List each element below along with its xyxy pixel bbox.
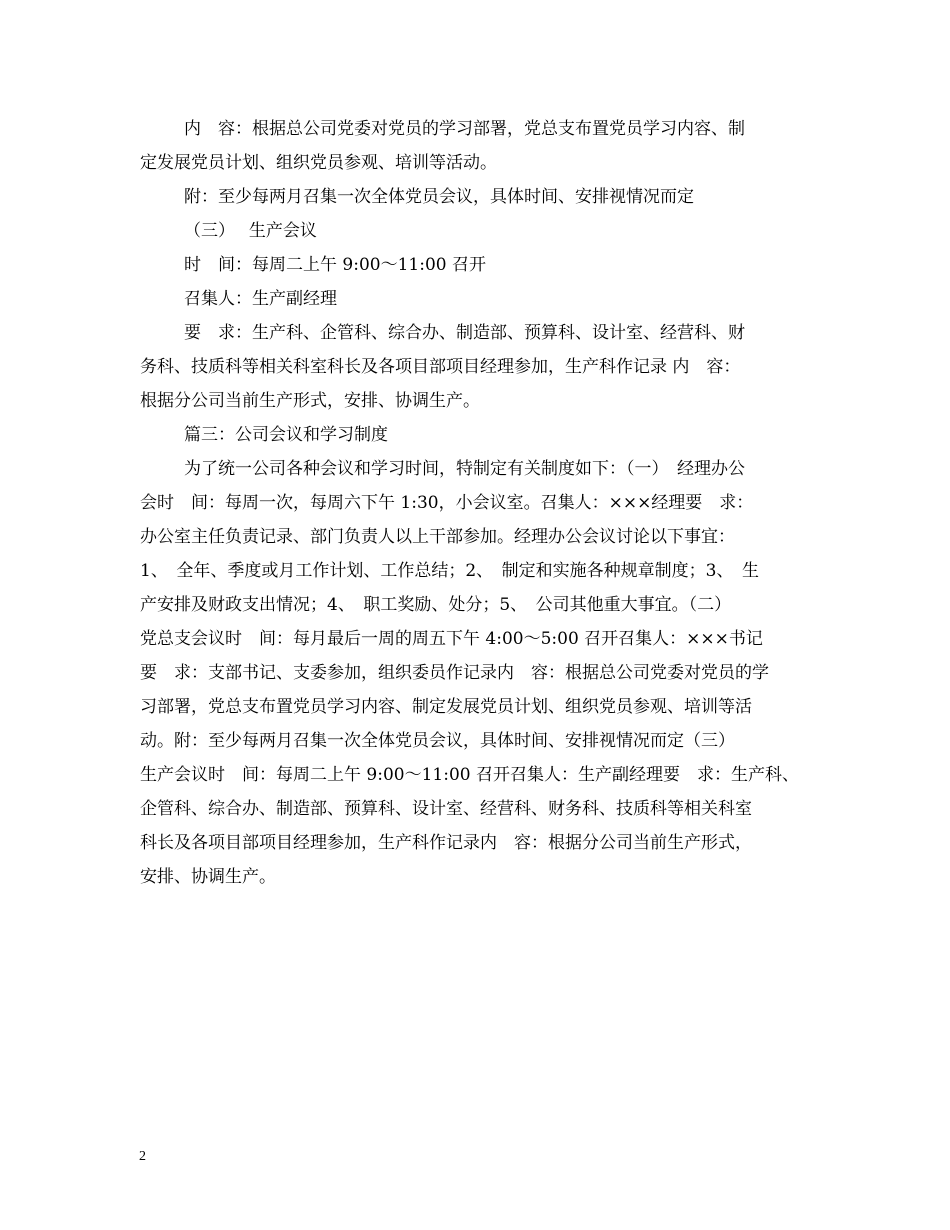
document-body: [140, 112, 840, 894]
text-line: 时 间：每周二上午 9:00～11:00 召开: [184, 255, 486, 275]
text-line: 1、 全年、季度或月工作计划、工作总结；2、 制定和实施各种规章制度；3、 生: [140, 561, 759, 581]
text-line: （三） 生产会议: [184, 221, 317, 241]
text-line: 党总支会议时 间：每月最后一周的周五下午 4:00～5:00 召开召集人：×××书记: [140, 629, 763, 649]
text-line: 定发展党员计划、组织党员参观、培训等活动。: [140, 153, 497, 173]
text-line: 要 求：生产科、企管科、综合办、制造部、预算科、设计室、经营科、财: [184, 323, 745, 343]
text-line: 安排、协调生产。: [140, 867, 276, 887]
text-line: 动。附：至少每两月召集一次全体党员会议，具体时间、安排视情况而定（三）: [140, 731, 735, 751]
text-line: 附：至少每两月召集一次全体党员会议，具体时间、安排视情况而定: [184, 187, 694, 207]
text-line: 篇三：公司会议和学习制度: [184, 425, 388, 445]
text-line: 企管科、综合办、制造部、预算科、设计室、经营科、财务科、技质科等相关科室: [140, 799, 752, 819]
text-line: 为了统一公司各种会议和学习时间，特制定有关制度如下：（一） 经理办公: [184, 459, 745, 479]
text-line: 产安排及财政支出情况；4、 职工奖励、处分；5、 公司其他重大事宜。（二）: [140, 595, 732, 615]
text-line: 根据分公司当前生产形式，安排、协调生产。: [140, 391, 480, 411]
text-line: 办公室主任负责记录、部门负责人以上干部参加。经理办公会议讨论以下事宜：: [140, 527, 735, 547]
text-line: 科长及各项目部项目经理参加，生产科作记录内 容：根据分公司当前生产形式，: [140, 833, 752, 853]
text-line: 会时 间：每周一次，每周六下午 1:30，小会议室。召集人：×××经理要 求：: [140, 493, 754, 513]
text-line: 内 容：根据总公司党委对党员的学习部署，党总支布置党员学习内容、制: [184, 119, 745, 139]
text-line: 要 求：支部书记、支委参加，组织委员作记录内 容：根据总公司党委对党员的学: [140, 663, 769, 683]
text-line: 习部署，党总支布置党员学习内容、制定发展党员计划、组织党员参观、培训等活: [140, 697, 752, 717]
text-line: 生产会议时 间：每周二上午 9:00～11:00 召开召集人：生产副经理要 求：生产科、: [140, 765, 799, 785]
text-line: 务科、技质科等相关科室科长及各项目部项目经理参加，生产科作记录 内 容：: [140, 357, 741, 377]
page-number: 2: [139, 1149, 146, 1164]
text-line: 召集人：生产副经理: [184, 289, 337, 309]
